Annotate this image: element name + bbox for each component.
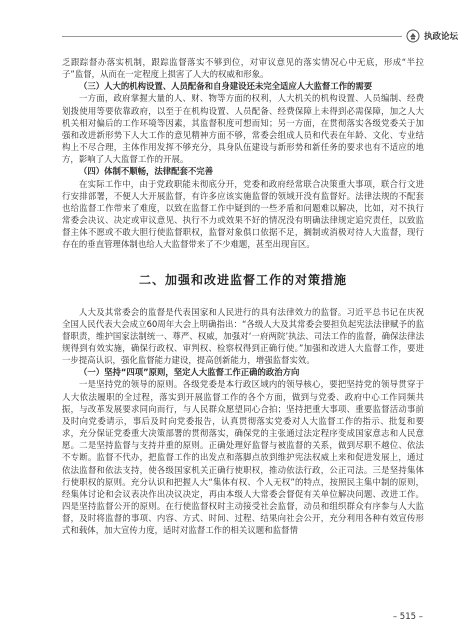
page-number: – 515 – [392,612,423,622]
body-paragraph: 一方面，政府掌握大量的人、财、物等方面的权利，人大机关的机构设置、人员编制、经费划拨使用等要依靠政府，以至于在机构设置、人员配备、经费保障上未得到必需保障，加之人大机关相对偏后的工作环境等因素，其监督积度可想而知；另一方面，在贯彻落实各级党委关于加强和改进新形势下人大工作的意见精神方面不够，常委会组成人员和代表在年龄、文化、专业结构上不尽合理，主体作用发挥不够充分，具身队伍建设与新形势和新任务的要求也有不适应的地方，影响了人大监督工作的开展。 [62,93,424,165]
column-label: 执政论坛 [424,32,459,42]
body-paragraph: 人大及其常委会的监督是代表国家和人民进行的具有法律效力的监督。习近平总书记在庆祝全国人民代表大会成立60周年大会上明确指出：“各级人大及其常委会要担负起宪法法律赋予的监督职责，维护国家法制统一、尊严、权威，加强对‘一府两院’执法、司法工作的监督，确保法律法规得到有效实施，确保行政权、审判权、检察权得到正确行使。”加强和改进人大监督工作，要进一步提高认识，强化监督能力建设，提高创新能力，增强监督实效。 [62,306,424,366]
article-body [62,56,424,536]
section-subheading: （四）体制不顺畅，法律配套不完善 [79,166,213,177]
section-subheading: （三）人大的机构设置、人员配备和自身建设还未完全适应人大监督工作的需要 [79,81,373,92]
column-logo-icon [406,29,420,43]
body-paragraph: 乏跟踪督办落实机制，跟踪监督落实不够到位，对审议意见的落实情况心中无底，形成“半拉子”监督，从而在一定程度上损害了人大的权威和形象。 [62,57,424,80]
header-rule [62,36,402,37]
body-paragraph: 在实际工作中，由于党政职能未彻底分开，党委和政府经常联合决策重大事项，联合行文进行安排部署，不便人大开展监督，有许多应该实施监督的领域开没有监督好。法律法规的不配套也给监督工作带来了难度，以致在监督工作中疑到的一些矛盾和问题难以解决，比如，对不执行常委会决议、决定或审议意见、执行不力或效果不好的情况没有明确法律规定追究责任，以致监督主体不愿或不敢大胆行使监督职权，监督对象俱口依据不足，搁制或消极对待人大监督，现行存在的垂直管理体制也给人大监督带来了不少难题，甚至出现盲区。 [62,178,424,250]
section-subheading: （一）坚持“四项”原则，坚定人大监督工作正确的政治方向 [79,367,300,378]
body-paragraph: 一是坚持党的领导的原则。各级党委是本行政区域内的领导核心，要把坚持党的领导贯穿于人大依法履职的全过程，落实到开展监督工作的各个方面，做到与党委、政府中心工作同频共振，与改革发展要求同向而行，与人民群众愿望同心合拍；坚持把重大事项、重要监督活动事前及时向党委请示，事后及时向党委报告，认真贯彻落实党委对人大监督工作的指示、批复和要求，充分保证党委重大决策部署的贯彻落实，确保党的主张通过法定程序变成国家意志和人民意愿。二是坚持监督与支持并重的原则。正确处理好监督与被监督的关系，做到尽职不越位、依法不专断。监督不代办，把监督工作的出发点和落脚点放到维护宪法权威上来和促进发展上，通过依法监督和依法支持，使各级国家机关正确行使职权，推动依法行政，公正司法。三是坚持集体行使职权的原则。充分认识和把握人大“集体有权、个人无权”的特点，按照民主集中制的原则，经集体讨论和会议表决作出决议决定，再由本级人大常委会督促有关单位解决问题、改进工作。四是坚持监督公开的原则。在行使监督权时主动接受社会监督，动员和组织群众有序参与人大监督，及时将监督的事项、内容、方式、时间、过程、结果向社会公开，充分利用各种有效宣传形式和载体，加大宣传力度，适时对监督工作的相关议题和监督情 [62,379,424,536]
section-title: 二、加强和改进监督工作的对策措施 [138,272,347,287]
